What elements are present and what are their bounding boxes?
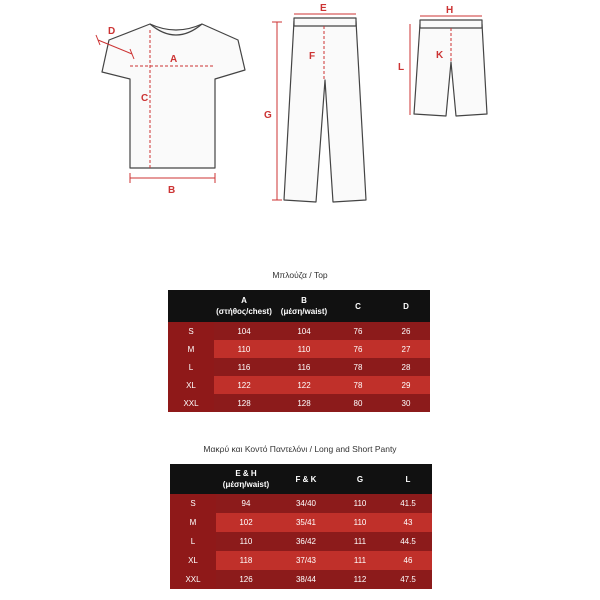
shorts-outline [414, 24, 487, 116]
table-cell: 35/41 [276, 513, 336, 532]
table-cell: 112 [336, 570, 384, 589]
size-label: M [170, 513, 216, 532]
table-cell: 29 [382, 376, 430, 394]
table-row [170, 532, 432, 551]
table-cell: 44.5 [384, 532, 432, 551]
table-row [170, 494, 432, 513]
size-label: XL [170, 551, 216, 570]
table-cell: 47.5 [384, 570, 432, 589]
size-label: XXL [168, 394, 214, 412]
label-g: G [264, 110, 272, 121]
table-row [168, 376, 430, 394]
table-cell: 111 [336, 551, 384, 570]
size-label: S [168, 322, 214, 340]
label-c: C [141, 93, 149, 104]
label-k: K [436, 50, 444, 61]
col-header-l: L [384, 464, 432, 494]
pants-size-table [170, 464, 432, 589]
label-f: F [309, 51, 316, 62]
table-row [170, 551, 432, 570]
table-cell: 122 [274, 376, 334, 394]
table-cell: 122 [214, 376, 274, 394]
table-cell: 27 [382, 340, 430, 358]
table-cell: 37/43 [276, 551, 336, 570]
table-cell: 34/40 [276, 494, 336, 513]
table-cell: 110 [216, 532, 276, 551]
table-row [168, 394, 430, 412]
table-cell: 111 [336, 532, 384, 551]
table-cell: 30 [382, 394, 430, 412]
col-header-a: A (στήθος/chest) [214, 290, 274, 322]
table-cell: 110 [336, 494, 384, 513]
table-cell: 94 [216, 494, 276, 513]
table-cell: 126 [216, 570, 276, 589]
table-cell: 26 [382, 322, 430, 340]
pants-table-title: Μακρύ και Κοντό Παντελόνι / Long and Short Panty [203, 444, 397, 454]
table-cell: 116 [274, 358, 334, 376]
pants-outline [284, 21, 366, 202]
table-cell: 41.5 [384, 494, 432, 513]
col-header-fk: F & K [276, 464, 336, 494]
garment-diagrams [0, 0, 600, 240]
table-cell: 104 [274, 322, 334, 340]
table-cell: 118 [216, 551, 276, 570]
table-cell: 46 [384, 551, 432, 570]
label-e: E [320, 3, 327, 14]
col-header-c: C [334, 290, 382, 322]
table-cell: 78 [334, 376, 382, 394]
tshirt-outline [102, 24, 245, 168]
table-row [170, 570, 432, 589]
size-label: XXL [170, 570, 216, 589]
label-a: A [170, 54, 178, 65]
col-header-d: D [382, 290, 430, 322]
table-cell: 38/44 [276, 570, 336, 589]
col-header-b: B (μέση/waist) [274, 290, 334, 322]
table-cell: 36/42 [276, 532, 336, 551]
size-label: S [170, 494, 216, 513]
top-table-title: Μπλούζα / Top [272, 270, 328, 280]
label-d: D [108, 26, 116, 37]
table-cell: 76 [334, 322, 382, 340]
table-row [170, 513, 432, 532]
table-cell: 110 [274, 340, 334, 358]
table-cell: 104 [214, 322, 274, 340]
table-cell: 28 [382, 358, 430, 376]
header-blank [170, 464, 216, 494]
table-row [168, 322, 430, 340]
header-blank [168, 290, 214, 322]
size-label: XL [168, 376, 214, 394]
label-b: B [168, 185, 176, 196]
size-label: L [170, 532, 216, 551]
col-header-g: G [336, 464, 384, 494]
table-cell: 110 [336, 513, 384, 532]
table-cell: 102 [216, 513, 276, 532]
size-label: M [168, 340, 214, 358]
label-l: L [398, 62, 405, 73]
table-row [168, 340, 430, 358]
table-cell: 80 [334, 394, 382, 412]
table-cell: 116 [214, 358, 274, 376]
table-cell: 78 [334, 358, 382, 376]
table-cell: 110 [214, 340, 274, 358]
table-cell: 128 [274, 394, 334, 412]
table-cell: 43 [384, 513, 432, 532]
size-label: L [168, 358, 214, 376]
table-cell: 128 [214, 394, 274, 412]
table-cell: 76 [334, 340, 382, 358]
table-row [168, 358, 430, 376]
col-header-eh: E & H (μέση/waist) [216, 464, 276, 494]
label-h: H [446, 5, 454, 16]
top-size-table [168, 290, 430, 412]
